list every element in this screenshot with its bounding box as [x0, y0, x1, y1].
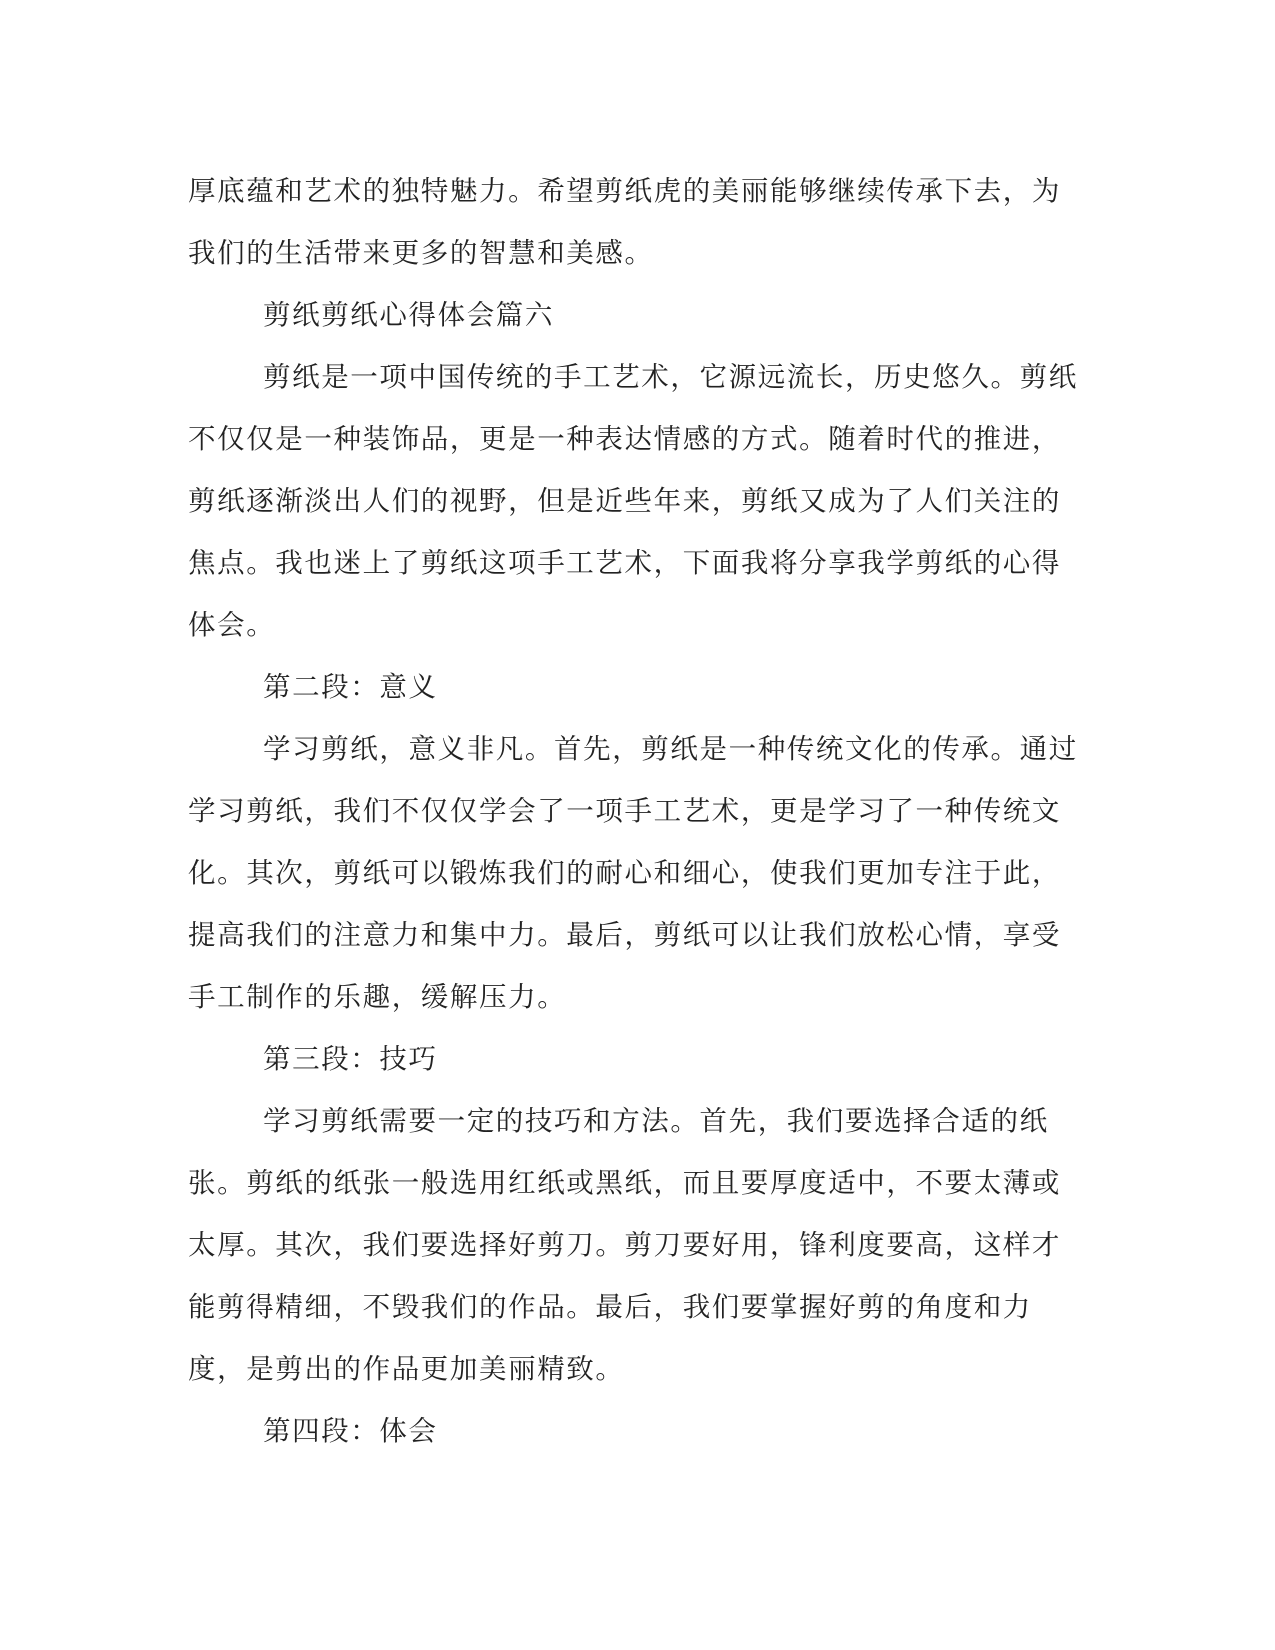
paragraph-continuation: 厚底蕴和艺术的独特魅力。希望剪纸虎的美丽能够继续传承下去，为我们的生活带来更多的智慧和美感。 — [188, 175, 1061, 269]
section-heading-part-six: 剪纸剪纸心得体会篇六 — [263, 299, 554, 331]
section-heading-meaning: 第二段：意义 — [263, 671, 438, 703]
paragraph-technique: 学习剪纸需要一定的技巧和方法。首先，我们要选择合适的纸张。剪纸的纸张一般选用红纸或黑纸，而且要厚度适中，不要太薄或太厚。其次，我们要选择好剪刀。剪刀要好用，锋利度要高，这样才能剪得精细，不毁我们的作品。最后，我们要掌握好剪的角度和力度，是剪出的作品更加美丽精致。 — [188, 1105, 1061, 1385]
document-body — [188, 160, 1078, 1462]
paragraph-intro: 剪纸是一项中国传统的手工艺术，它源远流长，历史悠久。剪纸不仅仅是一种装饰品，更是一种表达情感的方式。随着时代的推进，剪纸逐渐淡出人们的视野，但是近些年来，剪纸又成为了人们关注的焦点。我也迷上了剪纸这项手工艺术，下面我将分享我学剪纸的心得体会。 — [188, 361, 1078, 641]
section-heading-experience: 第四段：体会 — [263, 1415, 438, 1447]
paragraph-meaning: 学习剪纸，意义非凡。首先，剪纸是一种传统文化的传承。通过学习剪纸，我们不仅仅学会了一项手工艺术，更是学习了一种传统文化。其次，剪纸可以锻炼我们的耐心和细心，使我们更加专注于此，提高我们的注意力和集中力。最后，剪纸可以让我们放松心情，享受手工制作的乐趣，缓解压力。 — [188, 733, 1078, 1013]
section-heading-technique: 第三段：技巧 — [263, 1043, 438, 1075]
